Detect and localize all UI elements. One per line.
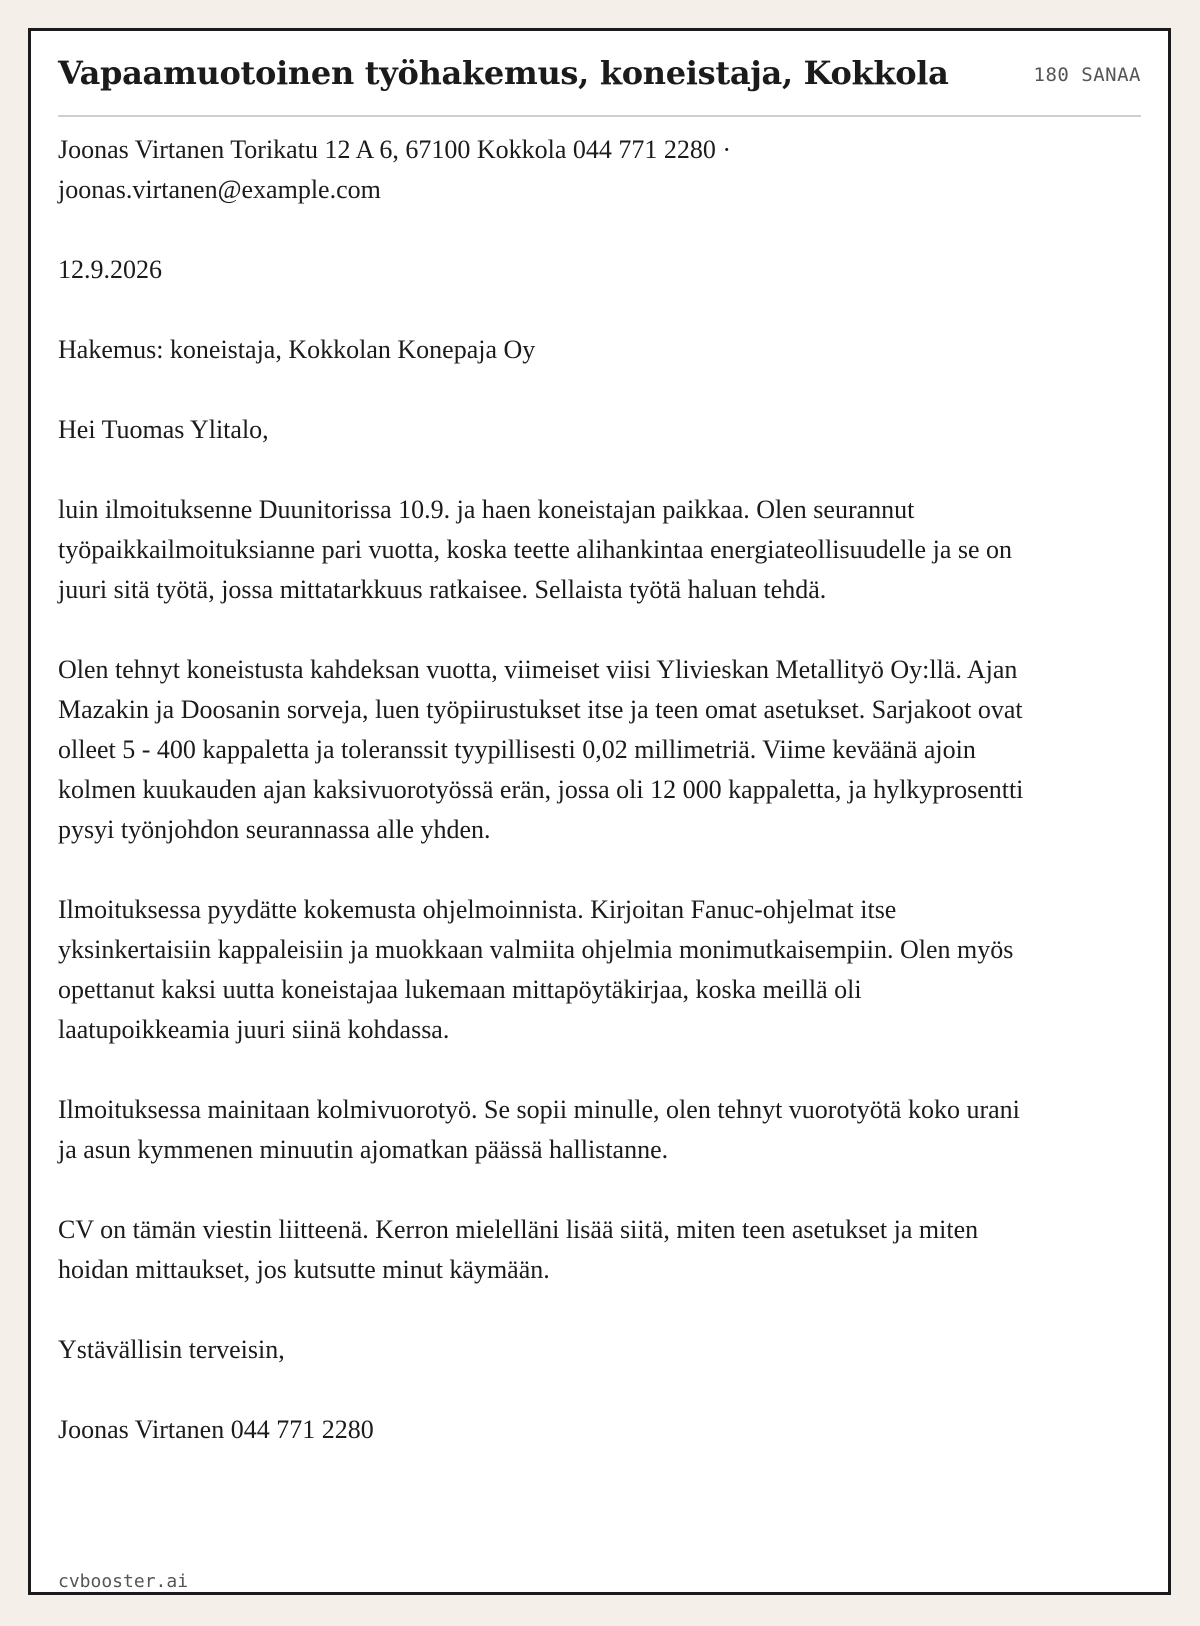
letter-paragraph: Ilmoituksessa pyydätte kokemusta ohjelmoinnista. Kirjoitan Fanuc-ohjelmat itse yksinkertaisiin kappaleisiin ja muokkaan valmiita ohjelmia monimutkaisempiin. Olen myös opettanut kaksi uutta koneistajaa lukemaan mittapöytäkirjaa, koska meillä oli laatupoikkeamia juuri siinä kohdassa. — [58, 895, 1014, 1044]
letter-closing: Ystävällisin terveisin, — [58, 1335, 285, 1364]
letter-header — [58, 31, 1141, 117]
letter-paragraph: CV on tämän viestin liitteenä. Kerron mielelläni lisää siitä, miten teen asetukset ja miten hoidan mittaukset, jos kutsutte minut käymään. — [58, 1215, 979, 1284]
word-count-badge: 180 SANAA — [1033, 64, 1141, 86]
letter-card — [28, 28, 1171, 1595]
letter-body — [58, 117, 1038, 1450]
letter-greeting: Hei Tuomas Ylitalo, — [58, 415, 269, 444]
letter-subject: Hakemus: koneistaja, Kokkolan Konepaja Oy — [58, 335, 536, 364]
sender-contact: Joonas Virtanen Torikatu 12 A 6, 67100 Kokkola 044 771 2280 · joonas.virtanen@example.com — [58, 135, 732, 204]
letter-paragraph: luin ilmoituksenne Duunitorissa 10.9. ja haen koneistajan paikkaa. Olen seurannut työpaikkailmoituksianne pari vuotta, koska teette alihankintaa energiateollisuudelle ja se on juuri sitä työtä, jossa mittatarkkuus ratkaisee. Sellaista työtä haluan tehdä. — [58, 495, 1013, 604]
letter-paragraph: Ilmoituksessa mainitaan kolmivuorotyö. Se sopii minulle, olen tehnyt vuorotyötä koko urani ja asun kymmenen minuutin ajomatkan päässä hallistanne. — [58, 1095, 1020, 1164]
page-title: Vapaamuotoinen työhakemus, koneistaja, Kokkola — [58, 54, 949, 92]
footer-brand: cvbooster.ai — [58, 1571, 189, 1592]
letter-signature: Joonas Virtanen 044 771 2280 — [58, 1415, 374, 1444]
letter-date: 12.9.2026 — [58, 255, 162, 284]
letter-paragraph: Olen tehnyt koneistusta kahdeksan vuotta, viimeiset viisi Ylivieskan Metallityö Oy:llä. Ajan Mazakin ja Doosanin sorveja, luen työpiirustukset itse ja teen omat asetukset. Sarjakoot ovat olleet 5 - 400 kappaletta ja toleranssit tyypillisesti 0,02 millimetriä. Viime keväänä ajoin kolmen kuukauden ajan kaksivuorotyössä erän, jossa oli 12 000 kappaletta, ja hylkyprosentti pysyi työnjohdon seurannassa alle yhden. — [58, 655, 1024, 844]
